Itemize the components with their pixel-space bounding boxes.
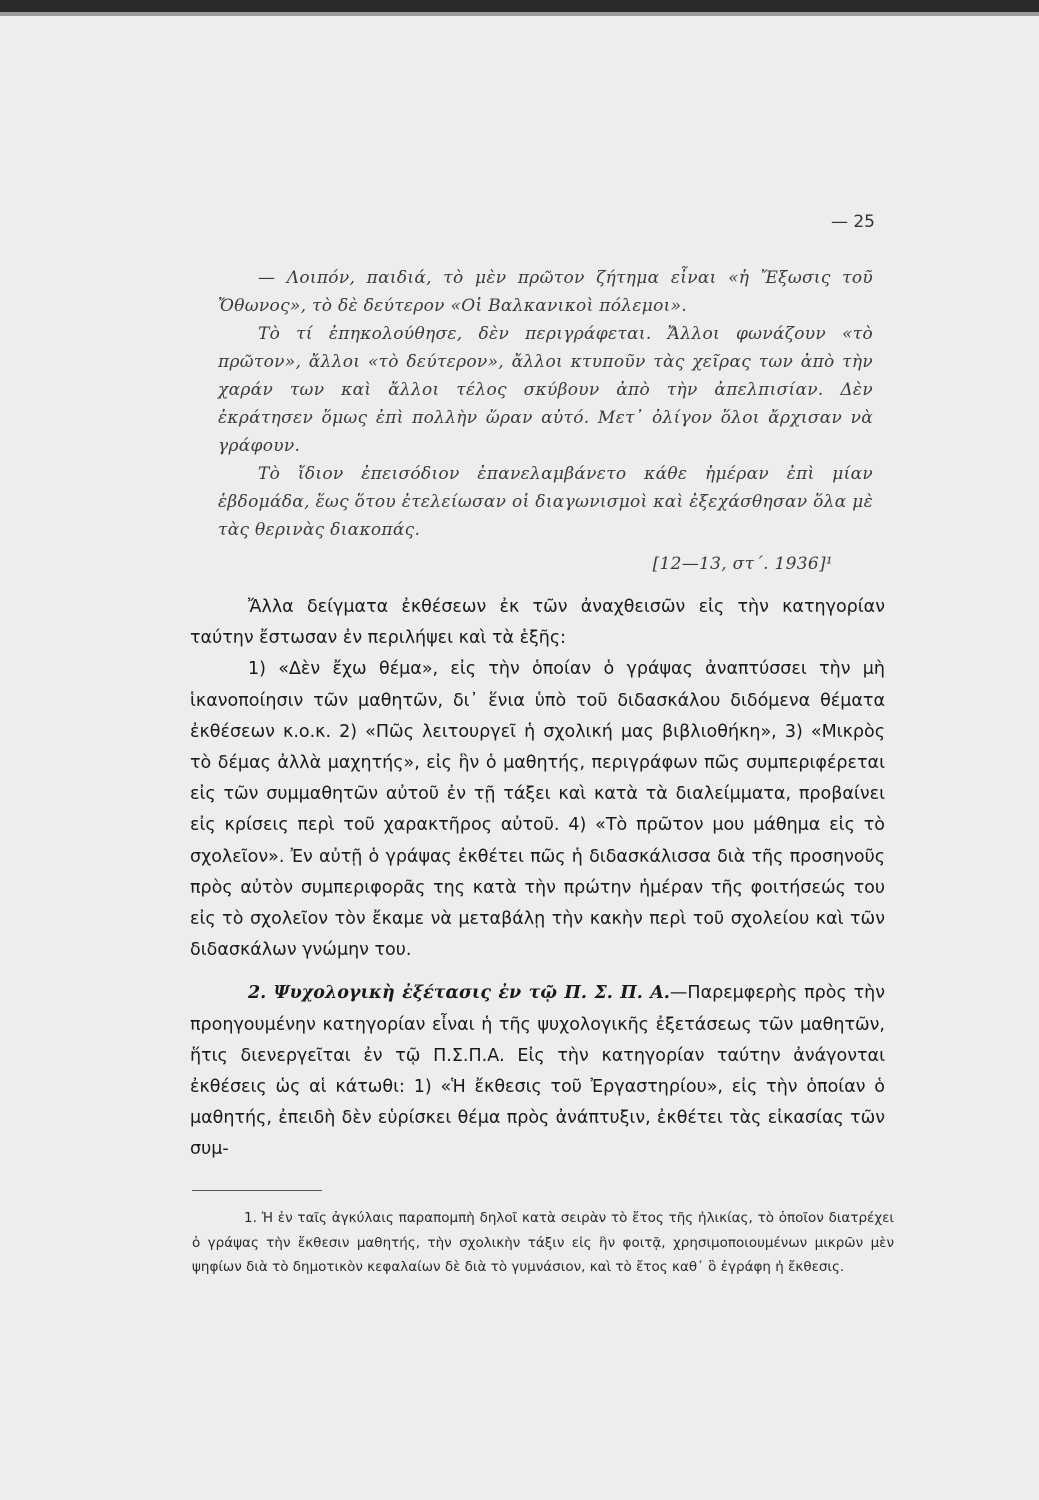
quote-paragraph: — Λοιπόν, παιδιά, τὸ μὲν πρῶτον ζήτημα εἶναι «ἡ Ἔξωσις τοῦ Ὄθωνος», τὸ δὲ δεύτερον «Οἱ Βαλκανικοὶ πόλεμοι». [218,268,873,316]
section-text: —Παρεμφερὴς πρὸς τὴν προηγουμένην κατηγορίαν εἶναι ἡ τῆς ψυχολογικῆς ἐξετάσεως τῶν μαθητῶν, ἥτις διενεργεῖται ἐν τῷ Π.Σ.Π.Α. Εἰς τὴν κατηγορίαν ταύτην ἀνάγονται ἐκθέσεις ὡς αἱ κάτωθι: 1) «Ἡ ἔκθεσις τοῦ Ἐργαστηρίου», εἰς τὴν ὁποίαν ὁ μαθητής, ἐπειδὴ δὲν εὑρίσκει θέμα πρὸς ἀνάπτυξιν, ἐκθέτει τὰς εἰκασίας τῶν συμ- [190,983,885,1160]
main-text [190,592,885,1166]
quoted-essay-excerpt [218,264,873,578]
scan-top-border [0,0,1039,12]
section-paragraph [190,978,885,1165]
body-paragraph: 1) «Δὲν ἔχω θέμα», εἰς τὴν ὁποίαν ὁ γράψας ἀναπτύσσει τὴν μὴ ἱκανοποίησιν τῶν μαθητῶν, δι᾿ ἕνια ὑπὸ τοῦ διδασκάλου διδόμενα θέματα ἐκθέσεων κ.ο.κ. 2) «Πῶς λειτουργεῖ ἡ σχολική μας βιβλιοθήκη», 3) «Μικρὸς τὸ δέμας ἀλλὰ μαχητής», εἰς ἣν ὁ μαθητής, περιγράφων πῶς συμπεριφέρεται εἰς τῶν συμμαθητῶν αὐτοῦ ἐν τῇ τάξει καὶ κατὰ τὰ διαλείμματα, προβαίνει εἰς κρίσεις περὶ τοῦ χαρακτῆρος αὐτοῦ. 4) «Τὸ πρῶτον μου μάθημα εἰς τὸ σχολεῖον». Ἐν αὐτῇ ὁ γράψας ἐκθέτει πῶς ἡ διδασκάλισσα διὰ τῆς προσηνοῦς πρὸς αὐτὸν συμπεριφορᾶς της κατὰ τὴν πρώτην ἡμέραν τῆς φοιτήσεώς του εἰς τὸ σχολεῖον τὸν ἔκαμε νὰ μεταβάλῃ τὴν κακὴν περὶ τοῦ σχολείου καὶ τῶν διδασκάλων γνώμην του. [190,659,885,961]
footnote [192,1206,894,1280]
quote-date-reference: [12—13, στ΄. 1936]¹ [652,554,833,574]
section-heading: 2. Ψυχολογικὴ ἐξέτασις ἐν τῷ Π. Σ. Π. Α. [248,983,670,1004]
body-paragraph: Ἄλλα δείγματα ἐκθέσεων ἐκ τῶν ἀναχθεισῶν εἰς τὴν κατηγορίαν ταύτην ἔστωσαν ἐν περιλήψει καὶ τὰ ἑξῆς: [190,597,885,649]
quote-paragraph: Τὸ τί ἐπηκολούθησε, δὲν περιγράφεται. Ἄλλοι φωνάζουν «τὸ πρῶτον», ἄλλοι «τὸ δεύτερον», ἄλλοι κτυποῦν τὰς χεῖρας των ἀπὸ τὴν χαράν των καὶ ἄλλοι τέλος σκύβουν ἀπὸ τὴν ἀπελπισίαν. Δὲν ἐκράτησεν ὅμως ἐπὶ πολλὴν ὥραν αὐτό. Μετ᾿ ὀλίγον ὅλοι ἄρχισαν νὰ γράφουν. [218,324,873,456]
quote-paragraph: Τὸ ἴδιον ἐπεισόδιον ἐπανελαμβάνετο κάθε ἡμέραν ἐπὶ μίαν ἑβδομάδα, ἕως ὅτου ἐτελείωσαν οἱ διαγωνισμοὶ καὶ ἐξεχάσθησαν ὅλα μὲ τὰς θερινὰς διακοπάς. [218,464,873,540]
page-number: — 25 [830,212,875,232]
footnote-divider [192,1190,322,1191]
footnote-text: 1. Ἡ ἐν ταῖς ἀγκύλαις παραπομπὴ δηλοῖ κατὰ σειρὰν τὸ ἔτος τῆς ἡλικίας, τὸ ὁποῖον διατρέχει ὁ γράψας τὴν ἔκθεσιν μαθητής, τὴν σχολικὴν τάξιν εἰς ἣν φοιτᾷ, χρησιμοποιουμένων μικρῶν μὲν ψηφίων διὰ τὸ δημοτικὸν κεφαλαίων δὲ διὰ τὸ γυμνάσιον, καὶ τὸ ἔτος καθ᾿ ὃ ἐγράφη ἡ ἔκθεσις. [192,1210,894,1275]
scan-top-border-shadow [0,12,1039,16]
